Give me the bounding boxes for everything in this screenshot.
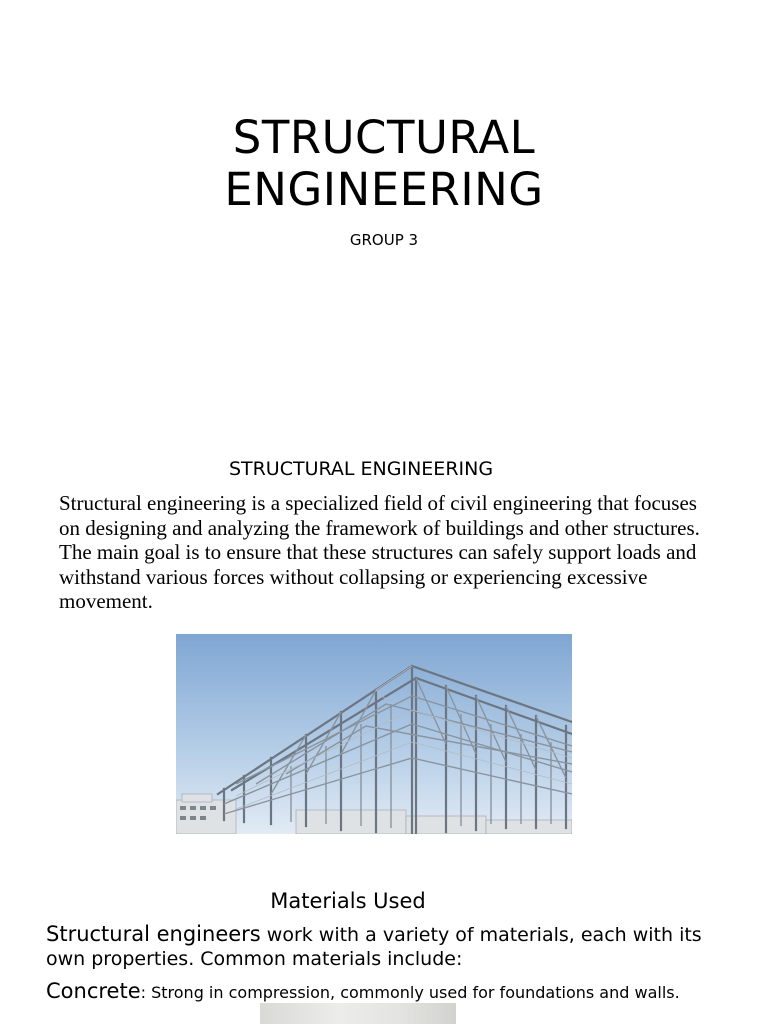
title-line-1: STRUCTURAL	[232, 111, 536, 164]
concrete-photo	[260, 1003, 456, 1024]
materials-intro-rest: work with a variety of materials, each with its own properties. Common materials include:	[46, 924, 702, 970]
material-concrete	[46, 978, 746, 1006]
materials-heading: Materials Used	[270, 889, 426, 913]
material-concrete-term: Concrete	[46, 979, 141, 1003]
materials-intro-lead: Structural engineers	[46, 922, 261, 946]
intro-paragraph: Structural engineering is a specialized field of civil engineering that focuses on designing and analyzing the framework of buildings and other structures. The main goal is to ensure that these structures can safely support loads and withstand various forces without collapsing or experiencing excessive movement.	[59, 491, 700, 613]
steel-frame-photo	[176, 634, 572, 834]
document-subtitle: GROUP 3	[349, 231, 419, 249]
document-title	[0, 112, 768, 216]
title-line-2: ENGINEERING	[224, 163, 544, 216]
materials-intro	[46, 922, 726, 971]
section-heading: STRUCTURAL ENGINEERING	[228, 458, 494, 480]
material-concrete-desc: : Strong in compression, commonly used for foundations and walls.	[140, 983, 680, 1002]
